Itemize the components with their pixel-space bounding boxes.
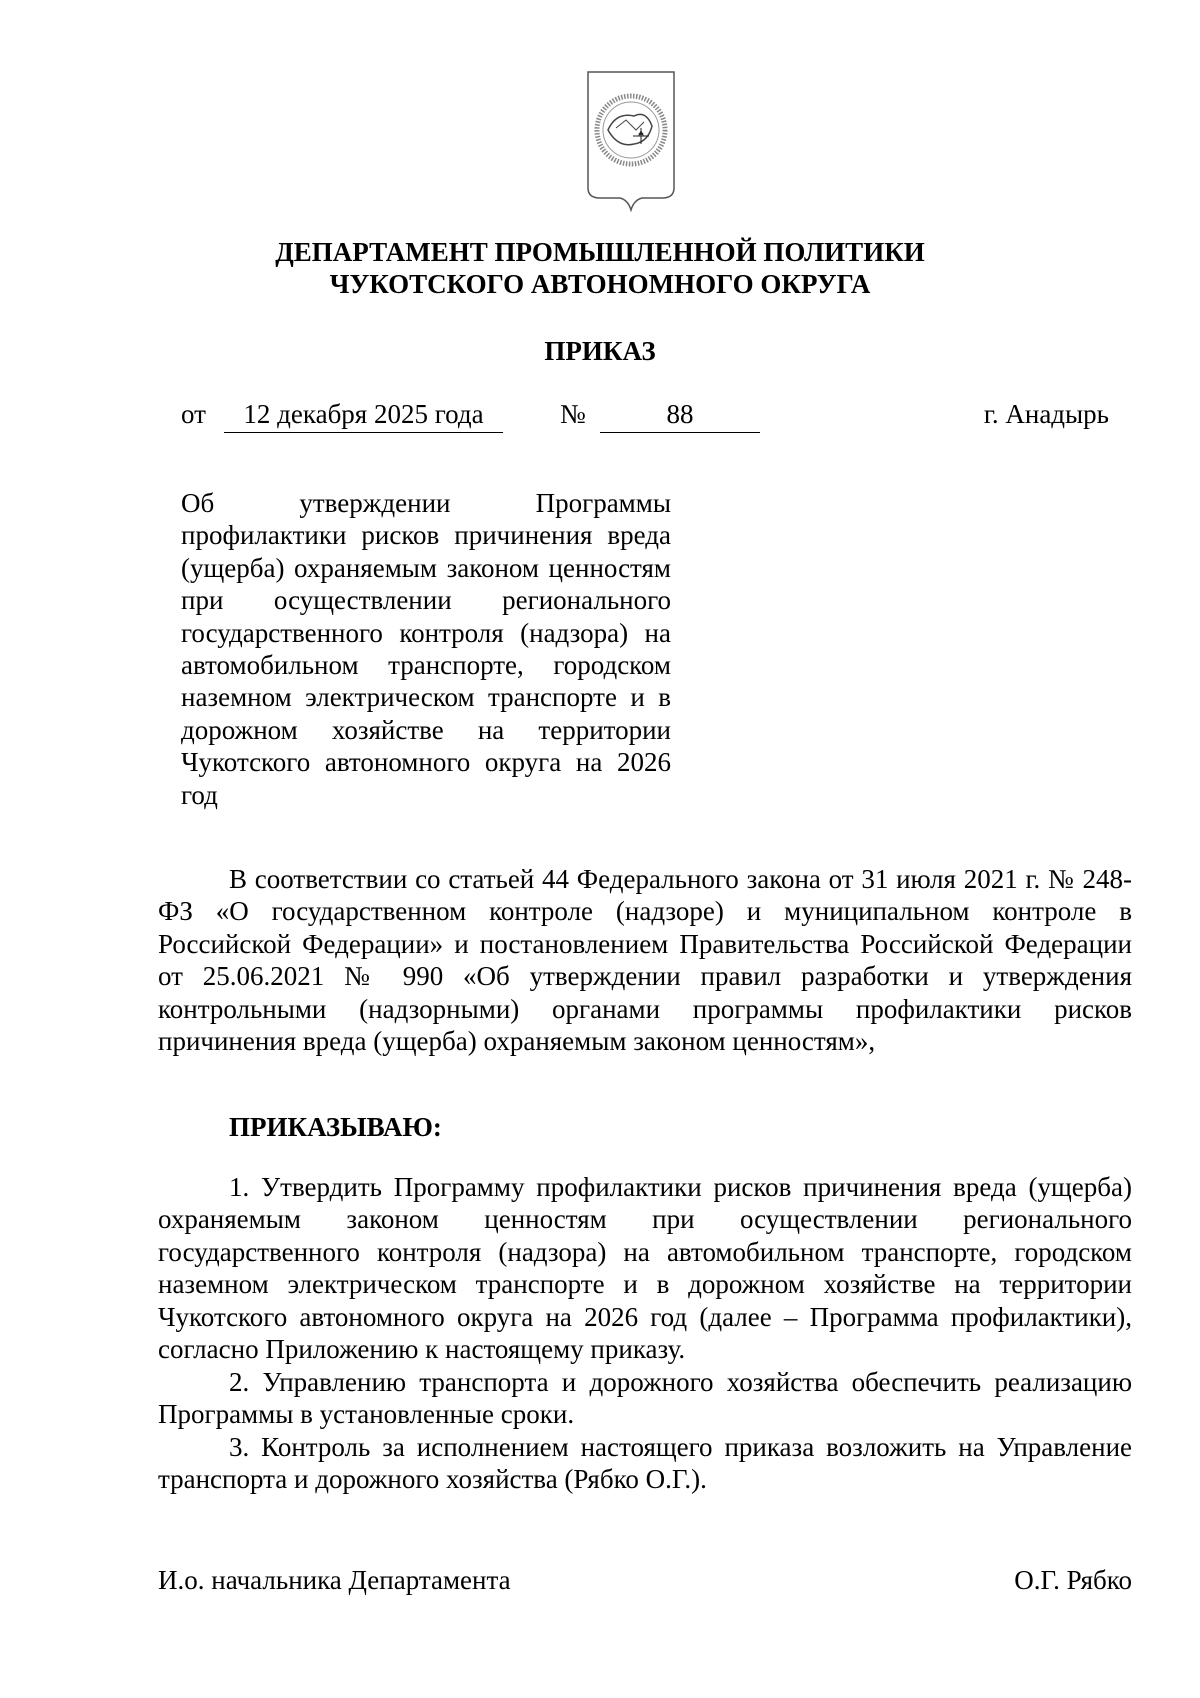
order-item-1-text: 1. Утвердить Программу профилактики рисков причинения вреда (ущерба) охраняемым законом ценностям при осуществлении регионального государственного контроля (надзора) на автомобильном транспорте, городском наземном электрическом транспорте и в дорожном хозяйстве на территории Чукотского автономного округа на 2026 год (далее – Программа профилактики), согласно Приложению к настоящему приказу. (158, 1172, 1132, 1365)
document-type: ПРИКАЗ (544, 336, 656, 366)
preamble-text: В соответствии со статьей 44 Федерального закона от 31 июля 2021 г. № 248-ФЗ «О государственном контроле (надзоре) и муниципальном контроле в Российской Федерации» и постановлением Правительства Российской Федерации от 25.06.2021 № 990 «Об утверждении правил разработки и утверждения контрольными (надзорными) органами программы профилактики рисков причинения вреда (ущерба) охраняемым законом ценностям», (158, 864, 1132, 1057)
department-line-1: ДЕПАРТАМЕНТ ПРОМЫШЛЕННОЙ ПОЛИТИКИ (275, 237, 925, 267)
order-item-2-text: 2. Управлению транспорта и дорожного хозяйства обеспечить реализацию Программы в установленные сроки. (158, 1367, 1132, 1430)
city: г. Анадырь (983, 399, 1109, 429)
coat-of-arms-icon (586, 70, 676, 212)
number-label: № (560, 399, 586, 429)
coat-of-arms-emblem (586, 70, 676, 212)
order-item-2 (158, 1366, 1132, 1431)
department-header (0, 236, 1200, 300)
order-subject: Об утверждении Программы профилактики рисков причинения вреда (ущерба) охраняемым законом ценностям при осуществлении регионального государственного контроля (надзора) на автомобильном транспорте, городском наземном электрическом транспорте и в дорожном хозяйстве на территории Чукотского автономного округа на 2026 год (181, 488, 671, 810)
order-item-3 (158, 1431, 1132, 1496)
order-number: 88 (600, 399, 760, 433)
order-item-1 (158, 1171, 1132, 1365)
preamble-paragraph (158, 863, 1132, 1057)
signatory-position: И.о. начальника Департамента (158, 1565, 511, 1595)
signatory-name: О.Г. Рябко (1014, 1565, 1132, 1595)
order-item-3-text: 3. Контроль за исполнением настоящего приказа возложить на Управление транспорта и дорожного хозяйства (Рябко О.Г.). (158, 1432, 1132, 1495)
order-date: 12 декабря 2025 года (224, 399, 503, 433)
department-line-2: ЧУКОТСКОГО АВТОНОМНОГО ОКРУГА (329, 269, 871, 299)
order-directive: ПРИКАЗЫВАЮ: (229, 1112, 442, 1142)
from-label: от (181, 399, 206, 429)
